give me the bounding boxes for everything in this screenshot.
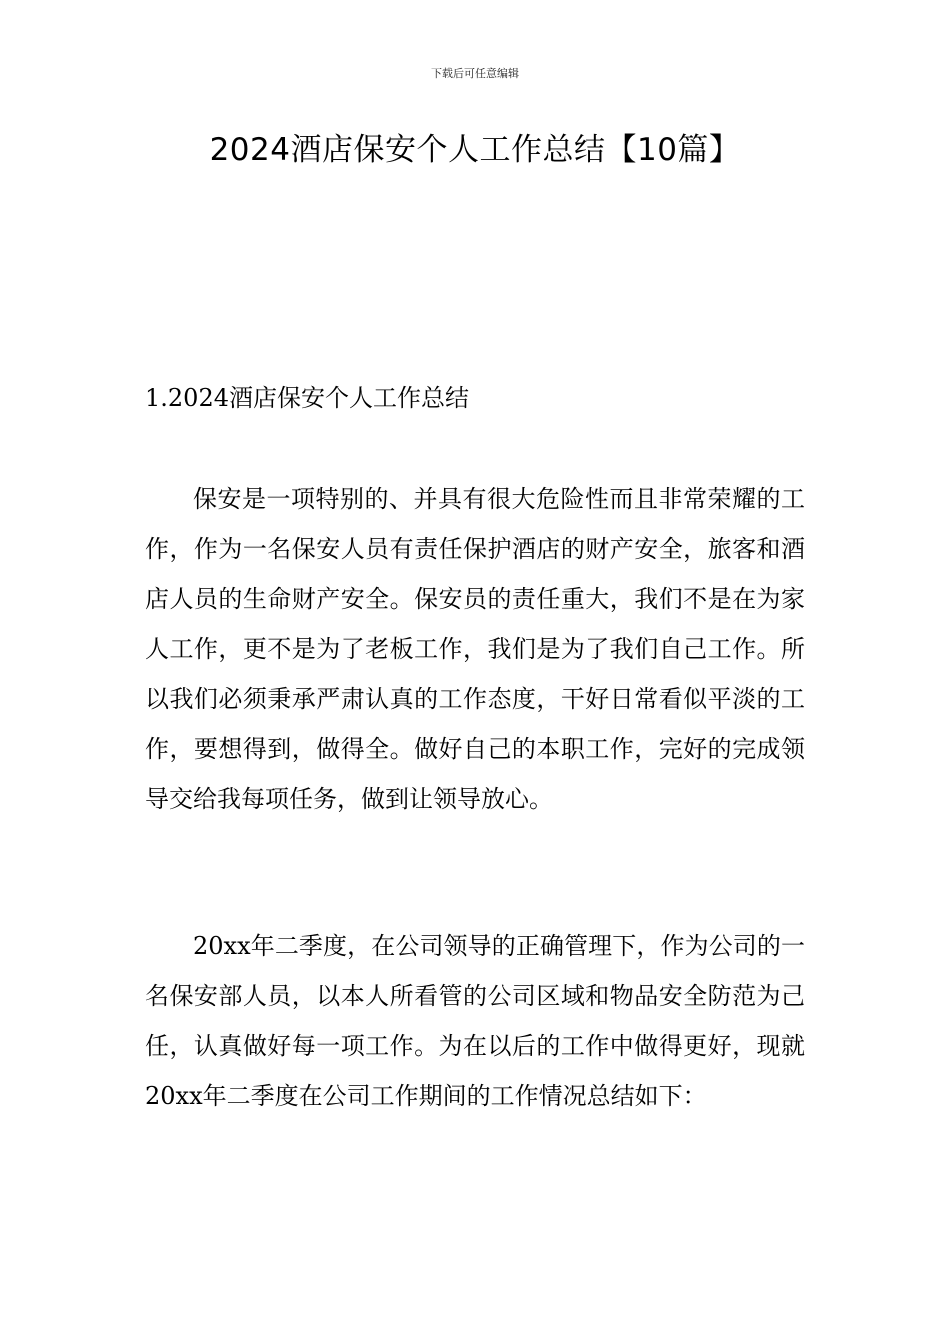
body-paragraph-2: 20xx年二季度，在公司领导的正确管理下，作为公司的一名保安部人员，以本人所看管的公司区域和物品安全防范为己任，认真做好每一项工作。为在以后的工作中做得更好，现就20xx年二季度在公司工作期间的工作情况总结如下： xyxy=(145,932,805,1110)
body-paragraph-1: 保安是一项特别的、并具有很大危险性而且非常荣耀的工作，作为一名保安人员有责任保护酒店的财产安全，旅客和酒店人员的生命财产安全。保安员的责任重大，我们不是在为家人工作，更不是为了老板工作，我们是为了我们自己工作。所以我们必须秉承严肃认真的工作态度，干好日常看似平淡的工作，要想得到，做得全。做好自己的本职工作，完好的完成领导交给我每项任务，做到让领导放心。 xyxy=(145,485,805,813)
header-note: 下载后可任意编辑 xyxy=(431,67,519,80)
section-heading: 1.2024酒店保安个人工作总结 xyxy=(145,384,469,412)
document-title: 2024酒店保安个人工作总结【10篇】 xyxy=(209,132,741,168)
